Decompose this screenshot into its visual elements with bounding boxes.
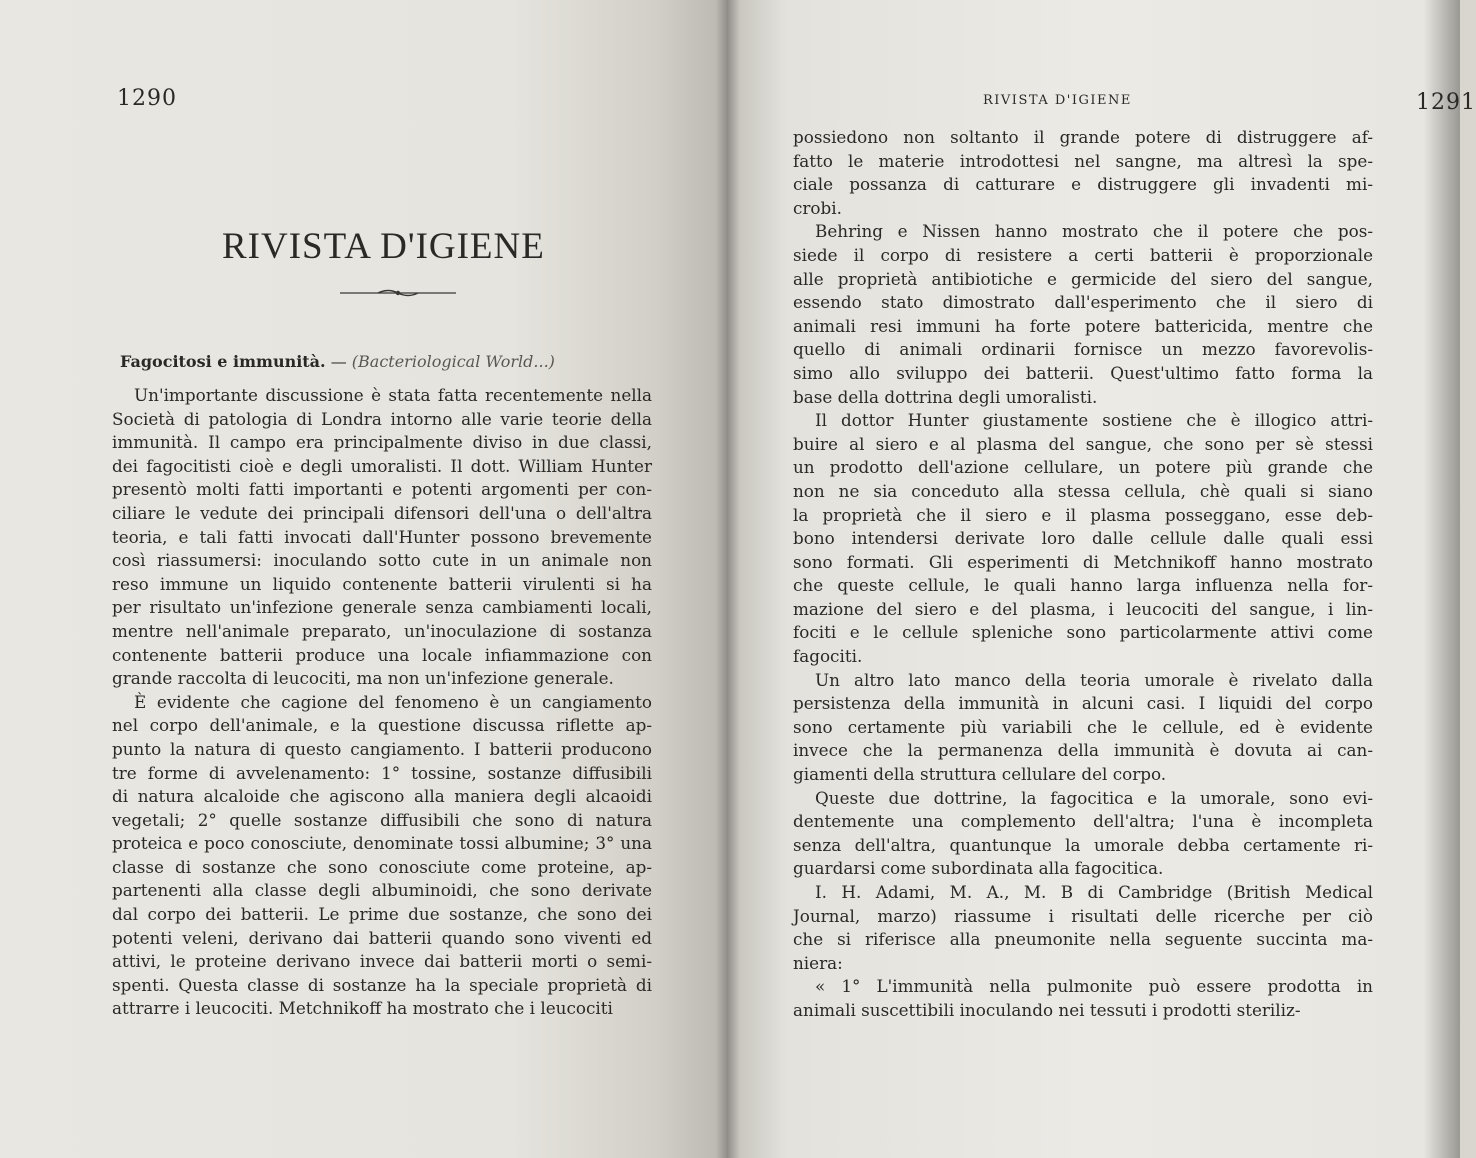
text-line: fociti e le cellule spleniche sono particolarmente attivi come [793,622,1373,643]
text-line: possiedono non soltanto il grande potere di distruggere af- [793,127,1373,147]
text-line: non ne sia conceduto alla stessa cellula, chè quali si siano [793,480,1373,501]
text-line: persistenza della immunità in alcuni casi. I liquidi del corpo [793,693,1373,714]
text-line: quello di animali ordinarii fornisce un mezzo favorevolis- [793,339,1373,360]
text-line: vegetali; 2° quelle sostanze diffusibili che sono di natura [112,809,652,830]
text-line: invece che la permanenza della immunità è dovuta ai can- [793,740,1373,761]
text-line: essendo stato dimostrato dall'esperimento che il siero di [793,292,1373,313]
text-line: partenenti alla classe degli albuminoidi, che sono derivate [112,880,652,901]
text-line: bono intendersi derivate loro dalle cellule dalle quali essi [793,528,1373,549]
text-line: simo allo sviluppo dei batterii. Quest'ultimo fatto forma la [793,362,1373,383]
text-line: sono certamente più variabili che le cellule, ed è evidente [793,716,1373,737]
section-title: RIVISTA D'IGIENE [222,226,545,267]
text-line: potenti veleni, derivano dai batterii quando sono viventi ed [112,927,652,948]
text-line: spenti. Questa classe di sostanze ha la speciale proprietà di [112,974,652,995]
text-line: Behring e Nissen hanno mostrato che il potere che pos- [815,221,1373,242]
left-page [0,0,728,1158]
text-line: punto la natura di questo cangiamento. I batterii producono [112,738,652,759]
text-line: alle proprietà antibiotiche e germicide del siero del sangue, [793,268,1373,289]
article-title: Fagocitosi e immunità. [120,352,326,371]
text-line: animali resi immuni ha forte potere battericida, mentre che [793,315,1373,336]
text-line: dentemente una complemento dell'altra; l'una è incompleta [793,811,1373,832]
left-body-text [112,384,652,1021]
text-line: sono formati. Gli esperimenti di Metchnikoff hanno mostrato [793,551,1373,572]
text-line: reso immune un liquido contenente batterii virulenti si ha [112,573,652,594]
article-dash: — [325,352,352,371]
text-line: nel corpo dell'animale, e la questione discussa riflette ap- [112,715,652,736]
text-line: mazione del siero e del plasma, i leucociti del sangue, i lin- [793,598,1373,619]
text-line: attrarre i leucociti. Metchnikoff ha mostrato che i leucociti [112,998,613,1019]
text-line: « 1° L'immunità nella pulmonite può essere prodotta in [815,976,1373,997]
text-line: un prodotto dell'azione cellulare, un potere più grande che [793,457,1373,478]
text-line: È evidente che cagione del fenomeno è un cangiamento [134,691,652,712]
text-line: ciliare le vedute dei principali difensori dell'una o dell'altra [112,502,652,523]
text-line: classe di sostanze che sono conosciute come proteine, ap- [112,856,652,877]
text-line: niera: [793,952,843,973]
text-line: base della dottrina degli umoralisti. [793,386,1098,407]
text-line: dal corpo dei batterii. Le prime due sostanze, che sono dei [112,904,652,925]
right-page: RIVISTA D'IGIENE 1291 possiedono non soltanto il grande potere di distruggere af- fatto le materie introdottesi nel sangne, ma altresì la spe- ciale possanza di catturare e distruggere gli invadenti mi- crobi. Behring e Nissen hanno mostrato che il potere che pos- siede il corpo di resistere a certi batterii è proporzionale alle proprietà antibiotiche e germicide del siero del sangue, essendo stato dimostrato dall'esperimento che il siero di animali resi immuni ha forte potere battericida, mentre che quello di animali ordinarii fornisce un mezzo favorevolis- simo allo sviluppo dei batterii. Quest'ultimo fatto forma la base della dottrina degli umoralisti. Il dottor Hunter giustamente sostiene che è illogico attri- buire al siero e al plasma del sangue, che sono per sè stessi un prodotto dell'azione cellulare, un potere più grande che non ne sia conceduto alla stessa cellula, chè quali si siano la proprietà che il siero e il plasma posseggano, esse deb- bono intendersi derivate loro dalle cellule dalle quali essi sono formati. Gli esperimenti di Metchnikoff hanno mostrato che queste cellule, le quali hanno larga influenza nella for- mazione del siero e del plasma, i leucociti del sangue, i lin- fociti e le cellule spleniche sono particolarmente attivi come fagociti. Un altro lato manco della teoria umorale è rivelato dalla persistenza della immunità in alcuni casi. I liquidi del corpo sono certamente più variabili che le cellule, ed è evidente invece che la permanenza della immunità è dovuta ai can- giamenti della struttura cellulare del corpo. Queste due dottrine, la fagocitica e la umorale, sono evi- dentemente una complemento dell'altra; l'una è incompleta senza dell'altra, quantunque la umorale debba certamente ri- guardarsi come subordinata alla fagocitica. I. H. Adami, M. A., M. B di Cambridge (British Medical Journal, marzo) riassume i risultati delle ricerche per ciò che si riferisce alla pneumonite nella seguente succinta ma- niera: « 1° L'immunità nella pulmonite può essere prodotta in animali suscettibili inoculando nei tessuti i prodotti steriliz- [728,0,1460,1158]
text-line: teoria, e tali fatti invocati dall'Hunter possono brevemente [112,526,652,547]
text-line: fatto le materie introdottesi nel sangne, ma altresì la spe- [793,150,1373,171]
text-line: tre forme di avvelenamento: 1° tossine, sostanze diffusibili [112,762,652,783]
text-line: siede il corpo di resistere a certi batterii è proporzionale [793,244,1373,265]
text-line: giamenti della struttura cellulare del corpo. [793,764,1167,785]
text-line: buire al siero e al plasma del sangue, che sono per sè stessi [793,433,1373,454]
page-number: 1290 [117,86,177,111]
text-line: Il dottor Hunter giustamente sostiene che è illogico attri- [815,410,1373,431]
text-line: grande raccolta di leucociti, ma non un'infezione generale. [112,668,614,689]
text-line: contenente batterii produce una locale infiammazione con [112,644,652,665]
text-line: I. H. Adami, M. A., M. B di Cambridge (British Medical [815,882,1373,902]
text-line: fagociti. [793,646,863,667]
book-gutter [716,0,740,1158]
text-line: che si riferisce alla pneumonite nella seguente succinta ma- [793,929,1373,950]
right-body-text [793,126,1373,1023]
text-line: di natura alcaloide che agiscono alla maniera degli alcaoidi [112,786,652,807]
text-line: mentre nell'animale preparato, un'inoculazione di sostanza [112,620,652,641]
text-line: senza dell'altra, quantunque la umorale debba certamente ri- [793,834,1373,855]
article-source: (Bacteriological World...) [351,352,555,371]
text-line: proteica e poco conosciute, denominate tossi albumine; 3° una [112,833,652,854]
article-heading [120,352,555,371]
text-line: la proprietà che il siero e il plasma posseggano, esse deb- [793,504,1373,525]
text-line: dei fagocitisti cioè e degli umoralisti. Il dott. William Hunter [112,455,652,476]
text-line: attivi, le proteine derivano invece dai batterii morti o semi- [112,951,652,972]
text-line: Journal, marzo) riassume i risultati delle ricerche per ciò [793,905,1373,926]
text-line: Un'importante discussione è stata fatta recentemente nella [134,385,652,405]
text-line: che queste cellule, le quali hanno larga influenza nella for- [793,575,1373,596]
text-line: Società di patologia di Londra intorno alle varie teorie della [112,408,652,429]
text-line: così riassumersi: inoculando sotto cute in un animale non [112,550,652,571]
text-line: immunità. Il campo era principalmente diviso in due classi, [112,432,652,453]
text-line: per risultato un'infezione generale senza cambiamenti locali, [112,597,652,618]
text-line: Queste due dottrine, la fagocitica e la umorale, sono evi- [815,787,1373,808]
text-line: animali suscettibili inoculando nei tessuti i prodotti steriliz- [793,999,1301,1020]
ornament-rule [338,286,458,300]
text-line: ciale possanza di catturare e distruggere gli invadenti mi- [793,174,1373,195]
text-line: crobi. [793,197,842,218]
text-line: guardarsi come subordinata alla fagocitica. [793,858,1164,879]
running-head: RIVISTA D'IGIENE [983,93,1132,108]
text-line: Un altro lato manco della teoria umorale è rivelato dalla [815,669,1373,690]
text-line: presentò molti fatti importanti e potenti argomenti per con- [112,479,652,500]
